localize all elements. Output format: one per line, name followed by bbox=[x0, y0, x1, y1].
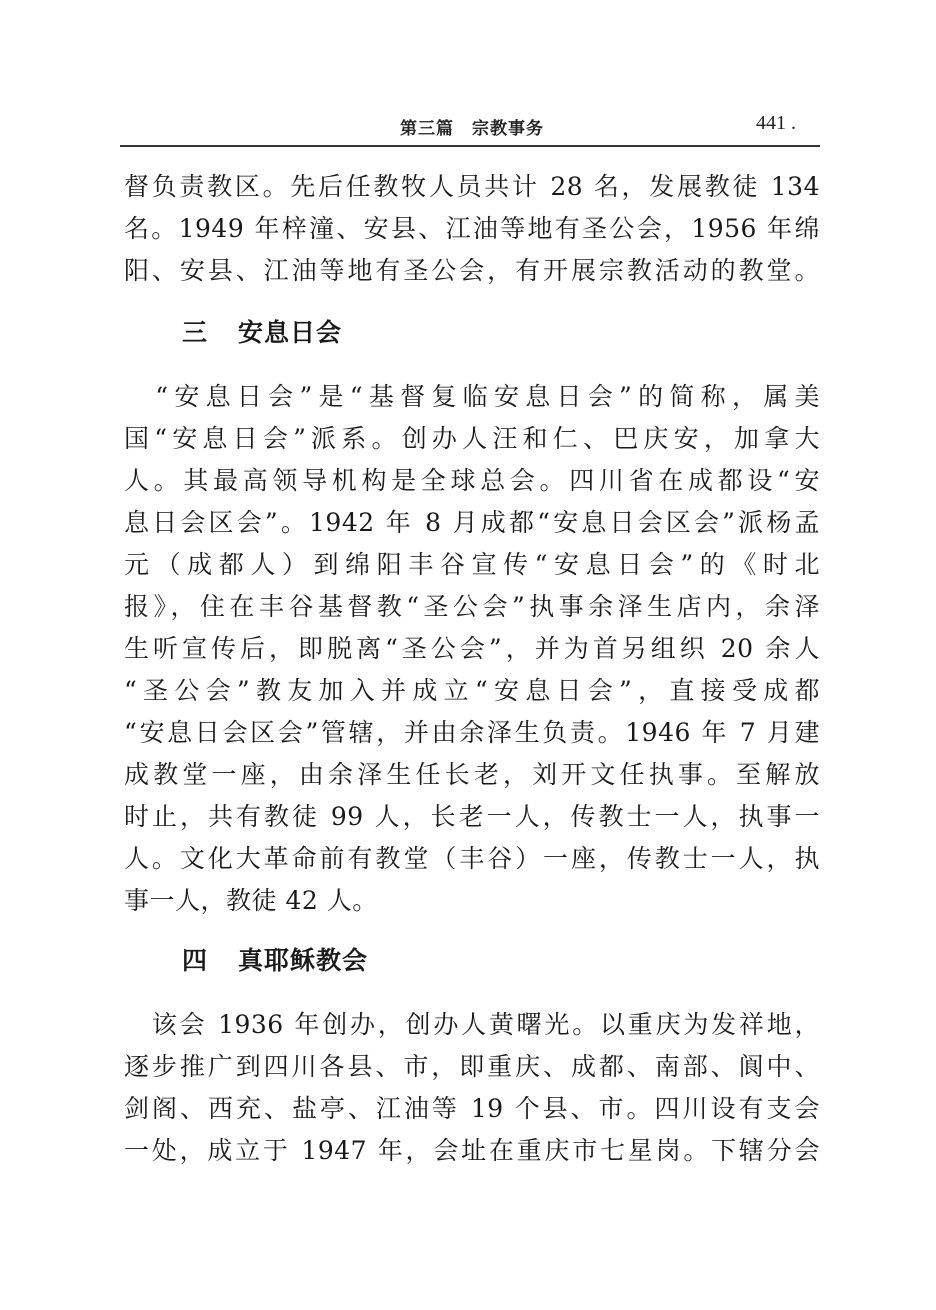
body-line: 生听宣传后，即脱离“圣公会”，并为首另组织 20 余人 bbox=[124, 634, 820, 663]
body-line: 时止，共有教徒 99 人，长老一人，传教士一人，执事一 bbox=[124, 802, 820, 831]
body-line: 国“安息日会”派系。创办人汪和仁、巴庆安，加拿大 bbox=[124, 424, 820, 453]
body-line: 名。1949 年梓潼、安县、江油等地有圣公会，1956 年绵 bbox=[124, 214, 820, 243]
page-number: 441 . bbox=[756, 112, 796, 134]
body-line: 成教堂一座，由余泽生任长老，刘开文任执事。至解放 bbox=[124, 760, 820, 789]
section-heading bbox=[182, 318, 342, 348]
section-heading bbox=[182, 946, 368, 976]
body-line: “圣公会”教友加入并成立“安息日会”，直接受成都 bbox=[124, 676, 820, 705]
body-line: 督负责教区。先后任教牧人员共计 28 名，发展教徒 134 bbox=[124, 172, 820, 201]
header-rule bbox=[120, 145, 820, 147]
body-line: 人。文化大革命前有教堂（丰谷）一座，传教士一人，执 bbox=[124, 844, 820, 873]
body-line: “安息日会区会”管辖，并由余泽生负责。1946 年 7 月建 bbox=[124, 718, 820, 747]
section-title: 真耶稣教会 bbox=[238, 946, 369, 975]
section-number: 三 bbox=[182, 318, 209, 347]
body-line: 事一人，教徒 42 人。 bbox=[124, 886, 378, 915]
body-line: 息日会区会”。1942 年 8 月成都“安息日会区会”派杨孟 bbox=[124, 508, 820, 537]
body-line: 该会 1936 年创办，创办人黄曙光。以重庆为发祥地， bbox=[124, 1010, 820, 1039]
body-line: “安息日会”是“基督复临安息日会”的简称，属美 bbox=[124, 382, 820, 411]
section-number: 四 bbox=[182, 946, 209, 975]
body-line: 元（成都人）到绵阳丰谷宣传“安息日会”的《时北 bbox=[124, 550, 820, 579]
section-title: 安息日会 bbox=[238, 318, 343, 347]
body-line: 逐步推广到四川各县、市，即重庆、成都、南部、阆中、 bbox=[124, 1052, 820, 1081]
body-line: 报》，住在丰谷基督教“圣公会”执事余泽生店内，余泽 bbox=[124, 592, 820, 621]
header-title: 第三篇 宗教事务 bbox=[400, 119, 544, 139]
body-line: 人。其最高领导机构是全球总会。四川省在成都设“安 bbox=[124, 466, 820, 495]
running-header bbox=[120, 108, 820, 142]
body-line: 阳、安县、江油等地有圣公会，有开展宗教活动的教堂。 bbox=[124, 256, 820, 285]
body-line: 一处，成立于 1947 年，会址在重庆市七星岗。下辖分会 bbox=[124, 1136, 820, 1165]
body-line: 剑阁、西充、盐亭、江油等 19 个县、市。四川设有支会 bbox=[124, 1094, 820, 1123]
